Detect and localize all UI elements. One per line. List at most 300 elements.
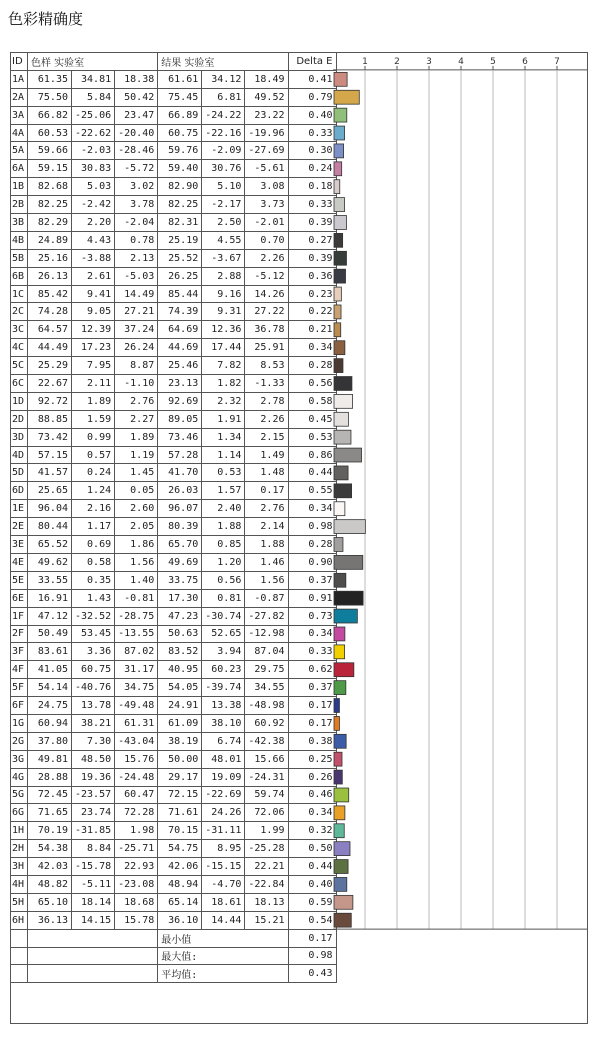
result-b: -5.61: [245, 160, 288, 178]
row-id: 6E: [11, 589, 28, 607]
result-l: 75.45: [158, 88, 202, 106]
sample-a: 7.30: [72, 732, 115, 750]
row-id: 2H: [11, 840, 28, 858]
sample-l: 59.15: [28, 160, 72, 178]
sample-b: 1.86: [115, 536, 158, 554]
sample-b: 18.38: [115, 70, 158, 88]
sample-l: 82.25: [28, 196, 72, 214]
sample-l: 71.65: [28, 804, 72, 822]
sample-a: 23.74: [72, 804, 115, 822]
sample-b: 34.75: [115, 679, 158, 697]
result-b: -27.82: [245, 607, 288, 625]
sample-l: 65.10: [28, 893, 72, 911]
result-a: -22.69: [202, 786, 245, 804]
row-id: 1C: [11, 285, 28, 303]
result-a: 13.38: [202, 697, 245, 715]
tick-label: 6: [522, 56, 528, 67]
delta-e-value: 0.32: [288, 822, 336, 840]
result-b: -1.33: [245, 375, 288, 393]
sample-a: -2.42: [72, 196, 115, 214]
sample-a: 2.61: [72, 267, 115, 285]
sample-b: 27.21: [115, 303, 158, 321]
header-result-lab: 结果 实验室: [158, 53, 288, 71]
row-id: 1D: [11, 392, 28, 410]
sample-b: 14.49: [115, 285, 158, 303]
row-id: 5D: [11, 464, 28, 482]
result-l: 54.75: [158, 840, 202, 858]
sample-l: 66.82: [28, 106, 72, 124]
sample-a: -15.78: [72, 858, 115, 876]
row-id: 1A: [11, 70, 28, 88]
delta-e-value: 0.33: [288, 196, 336, 214]
sample-l: 80.44: [28, 518, 72, 536]
sample-b: -2.04: [115, 214, 158, 232]
result-b: 1.56: [245, 571, 288, 589]
result-a: 2.88: [202, 267, 245, 285]
result-b: 2.15: [245, 428, 288, 446]
result-b: 15.66: [245, 750, 288, 768]
row-id: 5A: [11, 142, 28, 160]
result-b: -5.12: [245, 267, 288, 285]
sample-l: 54.38: [28, 840, 72, 858]
result-a: 2.50: [202, 214, 245, 232]
sample-b: -28.75: [115, 607, 158, 625]
sample-a: 0.57: [72, 446, 115, 464]
sample-l: 41.57: [28, 464, 72, 482]
result-a: 1.14: [202, 446, 245, 464]
sample-b: 3.78: [115, 196, 158, 214]
sample-l: 50.49: [28, 625, 72, 643]
sample-b: -24.48: [115, 768, 158, 786]
sample-b: 1.98: [115, 822, 158, 840]
delta-e-value: 0.58: [288, 392, 336, 410]
result-a: -30.74: [202, 607, 245, 625]
result-b: 87.04: [245, 643, 288, 661]
result-l: 65.14: [158, 893, 202, 911]
summary-label: 最小值: [158, 929, 288, 947]
sample-a: 12.39: [72, 321, 115, 339]
result-l: 85.44: [158, 285, 202, 303]
delta-e-value: 0.44: [288, 464, 336, 482]
sample-l: 85.42: [28, 285, 72, 303]
row-id: 4F: [11, 661, 28, 679]
delta-e-value: 0.37: [288, 571, 336, 589]
result-a: 1.57: [202, 482, 245, 500]
result-b: 72.06: [245, 804, 288, 822]
delta-e-value: 0.90: [288, 553, 336, 571]
result-l: 70.15: [158, 822, 202, 840]
delta-e-value: 0.54: [288, 911, 336, 929]
result-a: 60.23: [202, 661, 245, 679]
row-id: 5H: [11, 893, 28, 911]
sample-l: 36.13: [28, 911, 72, 929]
sample-a: 0.24: [72, 464, 115, 482]
sample-l: 70.19: [28, 822, 72, 840]
sample-a: -31.85: [72, 822, 115, 840]
delta-e-value: 0.53: [288, 428, 336, 446]
sample-b: -28.46: [115, 142, 158, 160]
sample-l: 24.89: [28, 231, 72, 249]
delta-e-value: 0.46: [288, 786, 336, 804]
result-l: 47.23: [158, 607, 202, 625]
delta-e-value: 0.38: [288, 732, 336, 750]
sample-b: 1.56: [115, 553, 158, 571]
sample-a: 1.89: [72, 392, 115, 410]
sample-a: 0.58: [72, 553, 115, 571]
result-l: 54.05: [158, 679, 202, 697]
result-a: 9.31: [202, 303, 245, 321]
summary-label: 最大值:: [158, 947, 288, 965]
result-l: 57.28: [158, 446, 202, 464]
result-l: 59.40: [158, 160, 202, 178]
result-b: 1.99: [245, 822, 288, 840]
result-l: 89.05: [158, 410, 202, 428]
row-id: 4A: [11, 124, 28, 142]
result-b: 2.14: [245, 518, 288, 536]
result-b: 60.92: [245, 714, 288, 732]
result-l: 50.00: [158, 750, 202, 768]
row-id: 2D: [11, 410, 28, 428]
result-b: -19.96: [245, 124, 288, 142]
sample-a: 8.84: [72, 840, 115, 858]
result-l: 71.61: [158, 804, 202, 822]
result-a: -24.22: [202, 106, 245, 124]
sample-a: 1.17: [72, 518, 115, 536]
delta-e-value: 0.79: [288, 88, 336, 106]
delta-e-value: 0.22: [288, 303, 336, 321]
result-a: 8.95: [202, 840, 245, 858]
result-l: 25.52: [158, 249, 202, 267]
sample-a: 2.20: [72, 214, 115, 232]
result-l: 64.69: [158, 321, 202, 339]
result-l: 41.70: [158, 464, 202, 482]
row-id: 1F: [11, 607, 28, 625]
sample-b: -20.40: [115, 124, 158, 142]
sample-l: 88.85: [28, 410, 72, 428]
sample-a: -40.76: [72, 679, 115, 697]
sample-a: 19.36: [72, 768, 115, 786]
sample-a: 0.69: [72, 536, 115, 554]
result-a: -2.09: [202, 142, 245, 160]
sample-b: -43.04: [115, 732, 158, 750]
summary-label: 平均值:: [158, 965, 288, 983]
row-id: 6F: [11, 697, 28, 715]
delta-e-value: 0.56: [288, 375, 336, 393]
sample-l: 75.50: [28, 88, 72, 106]
result-a: -15.15: [202, 858, 245, 876]
sample-b: 1.40: [115, 571, 158, 589]
sample-l: 57.15: [28, 446, 72, 464]
result-b: 1.88: [245, 536, 288, 554]
sample-a: 1.59: [72, 410, 115, 428]
delta-e-value: 0.28: [288, 357, 336, 375]
result-l: 59.76: [158, 142, 202, 160]
result-b: -42.38: [245, 732, 288, 750]
result-a: 6.74: [202, 732, 245, 750]
delta-e-value: 0.39: [288, 214, 336, 232]
result-b: 59.74: [245, 786, 288, 804]
delta-e-value: 0.25: [288, 750, 336, 768]
sample-l: 92.72: [28, 392, 72, 410]
sample-a: 17.23: [72, 339, 115, 357]
sample-b: 2.05: [115, 518, 158, 536]
result-l: 33.75: [158, 571, 202, 589]
sample-b: 18.68: [115, 893, 158, 911]
result-b: 1.48: [245, 464, 288, 482]
delta-e-value: 0.21: [288, 321, 336, 339]
result-a: 6.81: [202, 88, 245, 106]
result-a: 17.44: [202, 339, 245, 357]
delta-e-value: 0.33: [288, 124, 336, 142]
result-a: 34.12: [202, 70, 245, 88]
sample-a: 38.21: [72, 714, 115, 732]
sample-l: 64.57: [28, 321, 72, 339]
sample-l: 83.61: [28, 643, 72, 661]
row-id: 3B: [11, 214, 28, 232]
sample-l: 60.53: [28, 124, 72, 142]
table-frame: [10, 52, 588, 1024]
sample-l: 22.67: [28, 375, 72, 393]
result-l: 92.69: [158, 392, 202, 410]
result-a: 9.16: [202, 285, 245, 303]
result-l: 82.90: [158, 178, 202, 196]
result-b: -25.28: [245, 840, 288, 858]
header-delta-e: Delta E: [288, 53, 336, 71]
sample-b: 1.89: [115, 428, 158, 446]
sample-b: -5.72: [115, 160, 158, 178]
result-b: -12.98: [245, 625, 288, 643]
result-l: 49.69: [158, 553, 202, 571]
result-l: 72.15: [158, 786, 202, 804]
sample-a: -3.88: [72, 249, 115, 267]
sample-l: 61.35: [28, 70, 72, 88]
result-b: 2.26: [245, 249, 288, 267]
delta-e-value: 0.17: [288, 697, 336, 715]
result-l: 66.89: [158, 106, 202, 124]
result-l: 44.69: [158, 339, 202, 357]
result-b: 2.76: [245, 500, 288, 518]
sample-a: 2.16: [72, 500, 115, 518]
result-a: 14.44: [202, 911, 245, 929]
delta-e-value: 0.59: [288, 893, 336, 911]
row-id: 3D: [11, 428, 28, 446]
result-a: 4.55: [202, 231, 245, 249]
row-id: 6D: [11, 482, 28, 500]
sample-a: 5.03: [72, 178, 115, 196]
result-a: 2.40: [202, 500, 245, 518]
result-l: 96.07: [158, 500, 202, 518]
result-l: 36.10: [158, 911, 202, 929]
sample-b: 1.45: [115, 464, 158, 482]
row-id: 3E: [11, 536, 28, 554]
delta-e-value: 0.24: [288, 160, 336, 178]
sample-b: 0.78: [115, 231, 158, 249]
row-id: 2G: [11, 732, 28, 750]
result-a: 1.82: [202, 375, 245, 393]
result-b: -48.98: [245, 697, 288, 715]
result-l: 26.03: [158, 482, 202, 500]
sample-l: 47.12: [28, 607, 72, 625]
row-id: 5G: [11, 786, 28, 804]
row-id: 1H: [11, 822, 28, 840]
sample-l: 25.16: [28, 249, 72, 267]
result-l: 60.75: [158, 124, 202, 142]
result-b: 22.21: [245, 858, 288, 876]
sample-a: 5.84: [72, 88, 115, 106]
sample-b: -1.10: [115, 375, 158, 393]
tick-label: 5: [490, 56, 496, 67]
header-id: ID: [11, 53, 28, 71]
summary-value: 0.43: [288, 965, 336, 983]
delta-e-value: 0.26: [288, 768, 336, 786]
result-l: 83.52: [158, 643, 202, 661]
row-id: 5E: [11, 571, 28, 589]
sample-b: 50.42: [115, 88, 158, 106]
sample-a: -23.57: [72, 786, 115, 804]
result-b: 14.26: [245, 285, 288, 303]
sample-b: -5.03: [115, 267, 158, 285]
result-b: 49.52: [245, 88, 288, 106]
result-a: 1.88: [202, 518, 245, 536]
sample-b: 2.27: [115, 410, 158, 428]
result-l: 61.61: [158, 70, 202, 88]
result-a: -22.16: [202, 124, 245, 142]
result-b: 36.78: [245, 321, 288, 339]
sample-b: 8.87: [115, 357, 158, 375]
sample-a: 34.81: [72, 70, 115, 88]
result-l: 82.25: [158, 196, 202, 214]
delta-e-value: 0.44: [288, 858, 336, 876]
delta-e-value: 0.34: [288, 339, 336, 357]
delta-e-value: 0.62: [288, 661, 336, 679]
sample-a: -25.06: [72, 106, 115, 124]
delta-e-value: 0.34: [288, 804, 336, 822]
result-a: 1.91: [202, 410, 245, 428]
row-id: 6A: [11, 160, 28, 178]
row-id: 5B: [11, 249, 28, 267]
sample-a: 0.35: [72, 571, 115, 589]
sample-b: 15.76: [115, 750, 158, 768]
delta-e-value: 0.30: [288, 142, 336, 160]
result-a: 12.36: [202, 321, 245, 339]
sample-b: -13.55: [115, 625, 158, 643]
summary-value: 0.98: [288, 947, 336, 965]
row-id: 4C: [11, 339, 28, 357]
sample-l: 49.81: [28, 750, 72, 768]
result-b: -27.69: [245, 142, 288, 160]
sample-b: -0.81: [115, 589, 158, 607]
result-a: -3.67: [202, 249, 245, 267]
result-b: 34.55: [245, 679, 288, 697]
result-a: 3.94: [202, 643, 245, 661]
delta-e-value: 0.17: [288, 714, 336, 732]
result-a: 18.61: [202, 893, 245, 911]
result-l: 25.46: [158, 357, 202, 375]
row-id: 4D: [11, 446, 28, 464]
row-id: 4B: [11, 231, 28, 249]
delta-e-value: 0.33: [288, 643, 336, 661]
sample-b: -25.71: [115, 840, 158, 858]
sample-a: 9.05: [72, 303, 115, 321]
result-a: 1.34: [202, 428, 245, 446]
delta-e-value: 0.40: [288, 875, 336, 893]
row-id: 5F: [11, 679, 28, 697]
row-id: 2A: [11, 88, 28, 106]
sample-b: 23.47: [115, 106, 158, 124]
result-b: 18.13: [245, 893, 288, 911]
result-a: 0.81: [202, 589, 245, 607]
result-b: 18.49: [245, 70, 288, 88]
sample-b: 31.17: [115, 661, 158, 679]
result-b: 15.21: [245, 911, 288, 929]
delta-e-value: 0.50: [288, 840, 336, 858]
tick-label: 1: [362, 56, 368, 67]
sample-l: 25.65: [28, 482, 72, 500]
result-l: 50.63: [158, 625, 202, 643]
sample-b: 87.02: [115, 643, 158, 661]
row-id: 3F: [11, 643, 28, 661]
delta-e-value: 0.39: [288, 249, 336, 267]
delta-e-value: 0.55: [288, 482, 336, 500]
result-l: 80.39: [158, 518, 202, 536]
result-a: -31.11: [202, 822, 245, 840]
sample-a: -5.11: [72, 875, 115, 893]
sample-a: 48.50: [72, 750, 115, 768]
sample-l: 59.66: [28, 142, 72, 160]
tick-label: 3: [426, 56, 432, 67]
result-l: 24.91: [158, 697, 202, 715]
result-a: 38.10: [202, 714, 245, 732]
sample-l: 42.03: [28, 858, 72, 876]
delta-e-value: 0.86: [288, 446, 336, 464]
sample-b: 15.78: [115, 911, 158, 929]
header-sample-lab: 色样 实验室: [28, 53, 158, 71]
result-a: 0.53: [202, 464, 245, 482]
result-l: 17.30: [158, 589, 202, 607]
sample-l: 82.68: [28, 178, 72, 196]
result-l: 65.70: [158, 536, 202, 554]
delta-e-value: 0.28: [288, 536, 336, 554]
sample-l: 54.14: [28, 679, 72, 697]
row-id: 2F: [11, 625, 28, 643]
row-id: 2C: [11, 303, 28, 321]
delta-e-value: 0.18: [288, 178, 336, 196]
delta-e-value: 0.98: [288, 518, 336, 536]
result-b: 1.46: [245, 553, 288, 571]
page-title: 色彩精确度: [8, 10, 84, 28]
result-a: 2.32: [202, 392, 245, 410]
sample-a: -2.03: [72, 142, 115, 160]
sample-a: 53.45: [72, 625, 115, 643]
result-b: 2.78: [245, 392, 288, 410]
sample-a: 3.36: [72, 643, 115, 661]
sample-b: 72.28: [115, 804, 158, 822]
result-b: 27.22: [245, 303, 288, 321]
row-id: 5C: [11, 357, 28, 375]
delta-e-value: 0.73: [288, 607, 336, 625]
sample-a: 9.41: [72, 285, 115, 303]
row-id: 2B: [11, 196, 28, 214]
result-b: 8.53: [245, 357, 288, 375]
sample-a: 14.15: [72, 911, 115, 929]
sample-b: 26.24: [115, 339, 158, 357]
row-id: 1B: [11, 178, 28, 196]
sample-b: 3.02: [115, 178, 158, 196]
row-id: 3A: [11, 106, 28, 124]
result-b: -0.87: [245, 589, 288, 607]
sample-a: 30.83: [72, 160, 115, 178]
result-l: 48.94: [158, 875, 202, 893]
